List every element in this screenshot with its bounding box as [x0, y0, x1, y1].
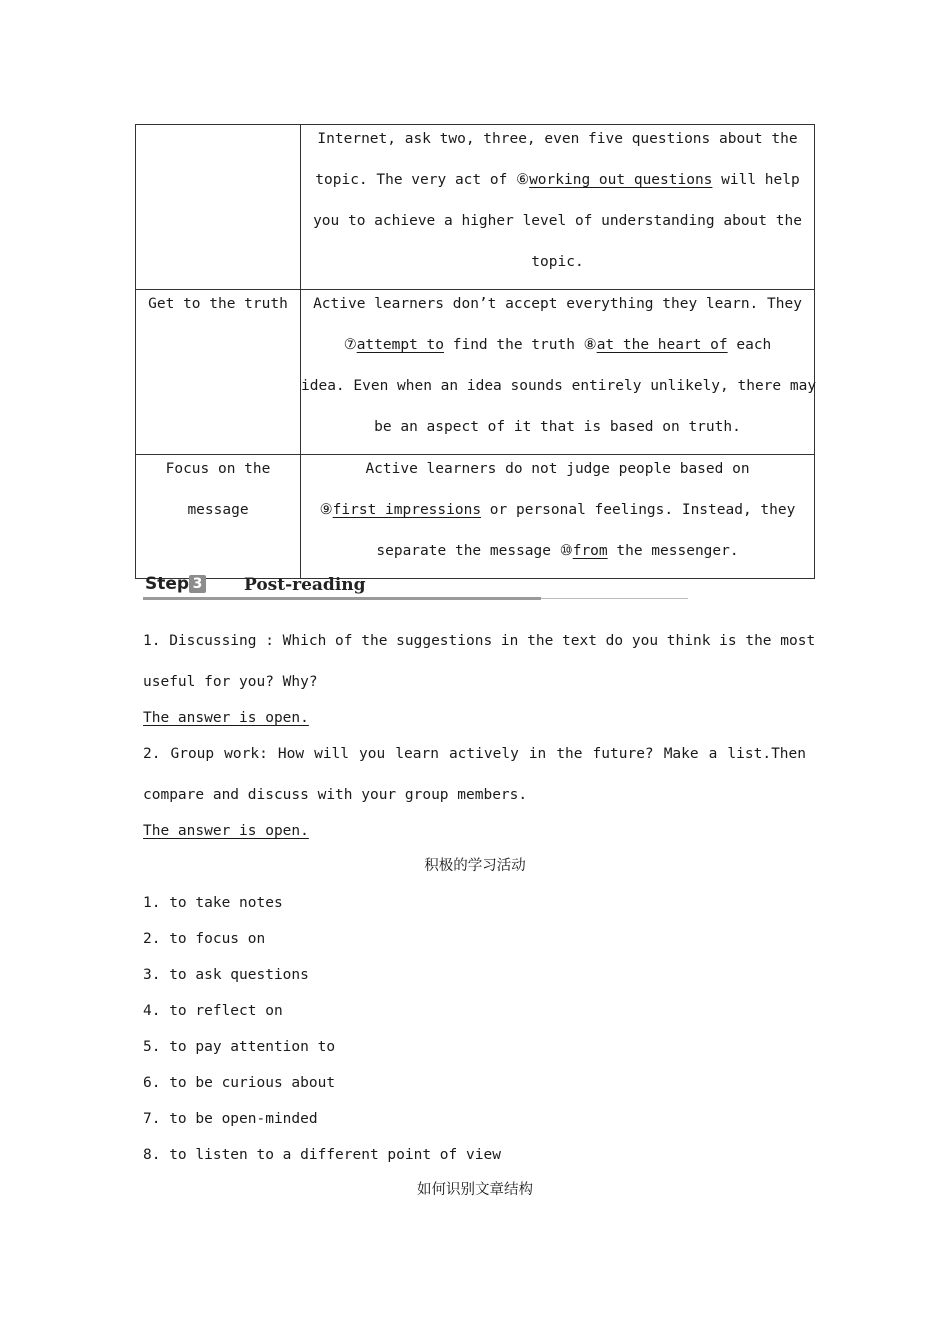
content-line: ⑦attempt to find the truth ⑧at the heart of each: [343, 337, 772, 353]
content-line: topic.: [531, 254, 584, 270]
content-line: separate the message ⑩from the messenger.: [376, 543, 739, 559]
list-item: 7. to be open-minded: [143, 1111, 318, 1127]
question-1: 1. Discussing : Which of the suggestions in the text do you think is the most: [143, 633, 816, 649]
table-row: [136, 455, 815, 579]
answer-blank: working out questions: [529, 172, 713, 188]
content-line: ⑨first impressions or personal feelings. Instead, they: [319, 502, 796, 518]
question-2-cont: compare and discuss with your group members.: [143, 787, 528, 803]
table-row: [136, 290, 815, 455]
step-header: [143, 572, 688, 602]
activities-heading: 积极的学习活动: [424, 858, 526, 874]
content-line: you to achieve a higher level of understanding about the: [313, 213, 802, 229]
step-title: Post-reading: [244, 575, 366, 595]
question-2: 2. Group work: How will you learn actively in the future? Make a list.Then: [143, 746, 806, 762]
question-1-cont: useful for you? Why?: [143, 674, 318, 690]
list-item: 6. to be curious about: [143, 1075, 336, 1091]
row-label: Focus on the message: [136, 455, 301, 579]
row-label: Get to the truth: [136, 290, 301, 455]
list-item: 8. to listen to a different point of view: [143, 1147, 501, 1163]
content-line: Active learners don’t accept everything they learn. They: [313, 296, 802, 312]
content-line: topic. The very act of ⑥working out questions will help: [315, 172, 800, 188]
content-line: idea. Even when an idea sounds entirely unlikely, there may: [301, 378, 817, 394]
list-item: 2. to focus on: [143, 931, 266, 947]
step-number-badge: 3: [189, 575, 206, 593]
content-line: Internet, ask two, three, even five questions about the: [317, 131, 798, 147]
step-underline: [143, 597, 541, 600]
answer-2: The answer is open.: [143, 823, 309, 839]
table-row: [136, 125, 815, 290]
list-item: 1. to take notes: [143, 895, 283, 911]
answer-blank: at the heart of: [596, 337, 728, 353]
structure-heading: 如何识别文章结构: [417, 1182, 533, 1198]
step-label: Step: [145, 574, 190, 594]
answer-blank: first impressions: [332, 502, 482, 518]
row-content: [301, 125, 815, 290]
content-line: be an aspect of it that is based on truth.: [374, 419, 741, 435]
reading-table: [135, 124, 815, 579]
row-content: [301, 290, 815, 455]
list-item: 5. to pay attention to: [143, 1039, 336, 1055]
list-item: 4. to reflect on: [143, 1003, 283, 1019]
answer-blank: from: [572, 543, 608, 559]
row-content: [301, 455, 815, 579]
content-line: Active learners do not judge people based on: [365, 461, 750, 477]
list-item: 3. to ask questions: [143, 967, 309, 983]
row-label: [136, 125, 301, 290]
step-underline-thin: [541, 598, 688, 599]
answer-1: The answer is open.: [143, 710, 309, 726]
answer-blank: attempt to: [356, 337, 444, 353]
